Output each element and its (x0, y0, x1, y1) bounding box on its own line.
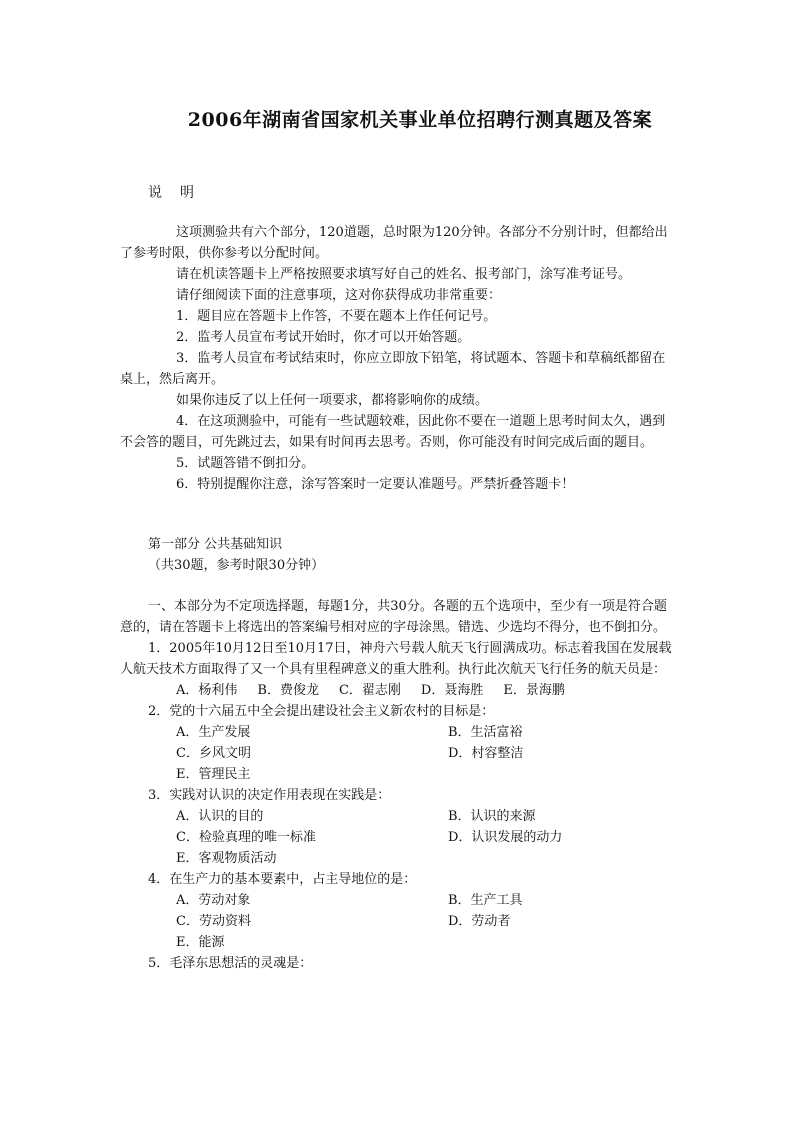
option: A．劳动对象 (176, 893, 251, 908)
question-options (120, 890, 676, 953)
part-one-header (120, 534, 676, 576)
question (120, 785, 676, 869)
instructions-section (120, 222, 676, 495)
option: B．认识的来源 (448, 809, 536, 824)
option: C．翟志刚 (338, 683, 401, 698)
intro-paragraph: 5．试题答错不倒扣分。 (176, 456, 315, 471)
question-text: 5．毛泽东思想活的灵魂是： (148, 956, 313, 971)
intro-paragraph: 1．题目应在答题卡上作答，不要在题本上作任何记号。 (176, 309, 497, 324)
question-text: 4．在生产力的基本要素中，占主导地位的是： (148, 872, 417, 887)
intro-paragraph: 请在机读答题卡上严格按照要求填写好自己的姓名、报考部门，涂写准考证号。 (176, 267, 632, 282)
intro-paragraph: 4．在这项测验中，可能有一些试题较难，因此你不要在一道题上思考时间太久，遇到不会答的题目，可先跳过去，如果有时间再去思考。否则，你可能没有时间完成后面的题目。 (120, 414, 666, 450)
part-instruction: 一、本部分为不定项选择题，每题1分，共30分。各题的五个选项中，至少有一项是符合题意的，请在答题卡上将选出的答案编号相对应的字母涂黑。错选、少选均不得分，也不倒扣分。 (120, 599, 667, 635)
part-title: 第一部分 公共基础知识 (148, 537, 283, 552)
instructions-heading: 说明 (148, 185, 212, 201)
option: B．费俊龙 (257, 683, 319, 698)
option: C．检验真理的唯一标准 (176, 830, 316, 845)
option: E．能源 (176, 935, 225, 950)
part-subtitle: （共30题，参考时限30分钟） (148, 558, 325, 573)
intro-paragraph: 请仔细阅读下面的注意事项，这对你获得成功非常重要： (176, 288, 502, 303)
intro-paragraph: 3．监考人员宣布考试结束时，你应立即放下铅笔，将试题本、答题卡和草稿纸都留在桌上，然后离开。 (120, 351, 666, 387)
option: B．生活富裕 (448, 725, 523, 740)
intro-paragraph: 6．特别提醒你注意，涂写答案时一定要认准题号。严禁折叠答题卡！ (176, 477, 575, 492)
question-text: 3．实践对认识的决定作用表现在实践是： (148, 788, 391, 803)
option: C．乡风文明 (176, 746, 251, 761)
question (120, 953, 676, 974)
question-options (120, 806, 676, 869)
question (120, 701, 676, 785)
option: D．村容整洁 (448, 746, 524, 761)
option: D．认识发展的动力 (448, 830, 563, 845)
question-options (120, 722, 676, 785)
option: E．管理民主 (176, 767, 251, 782)
question-text: 2．党的十六届五中全会提出建设社会主义新农村的目标是： (148, 704, 495, 719)
option: E．客观物质活动 (176, 851, 277, 866)
option: C．劳动资料 (176, 914, 251, 929)
option: A．杨利伟 (176, 683, 238, 698)
option: E．景海鹏 (503, 683, 565, 698)
question-options (120, 680, 676, 701)
intro-paragraph: 如果你违反了以上任何一项要求，都将影响你的成绩。 (176, 393, 489, 408)
option: D．劳动者 (448, 914, 511, 929)
option: A．认识的目的 (176, 809, 264, 824)
document-title: 2006年湖南省国家机关事业单位招聘行测真题及答案 (187, 109, 653, 131)
option: A．生产发展 (176, 725, 251, 740)
option: B．生产工具 (448, 893, 523, 908)
option: D．聂海胜 (420, 683, 484, 698)
intro-paragraph: 2．监考人员宣布考试开始时，你才可以开始答题。 (176, 330, 471, 345)
question-text: 1．2005年10月12日至10月17日，神舟六号载人航天飞行圆满成功。标志着我国在发展载人航天技术方面取得了又一个具有里程碑意义的重大胜利。执行此次航天飞行任务的航天员是： (120, 641, 672, 677)
question (120, 638, 676, 701)
part-one-body (120, 596, 676, 974)
question (120, 869, 676, 953)
intro-paragraph: 这项测验共有六个部分，120道题，总时限为120分钟。各部分不分别计时，但都给出了参考时限，供你参考以分配时间。 (120, 225, 668, 261)
